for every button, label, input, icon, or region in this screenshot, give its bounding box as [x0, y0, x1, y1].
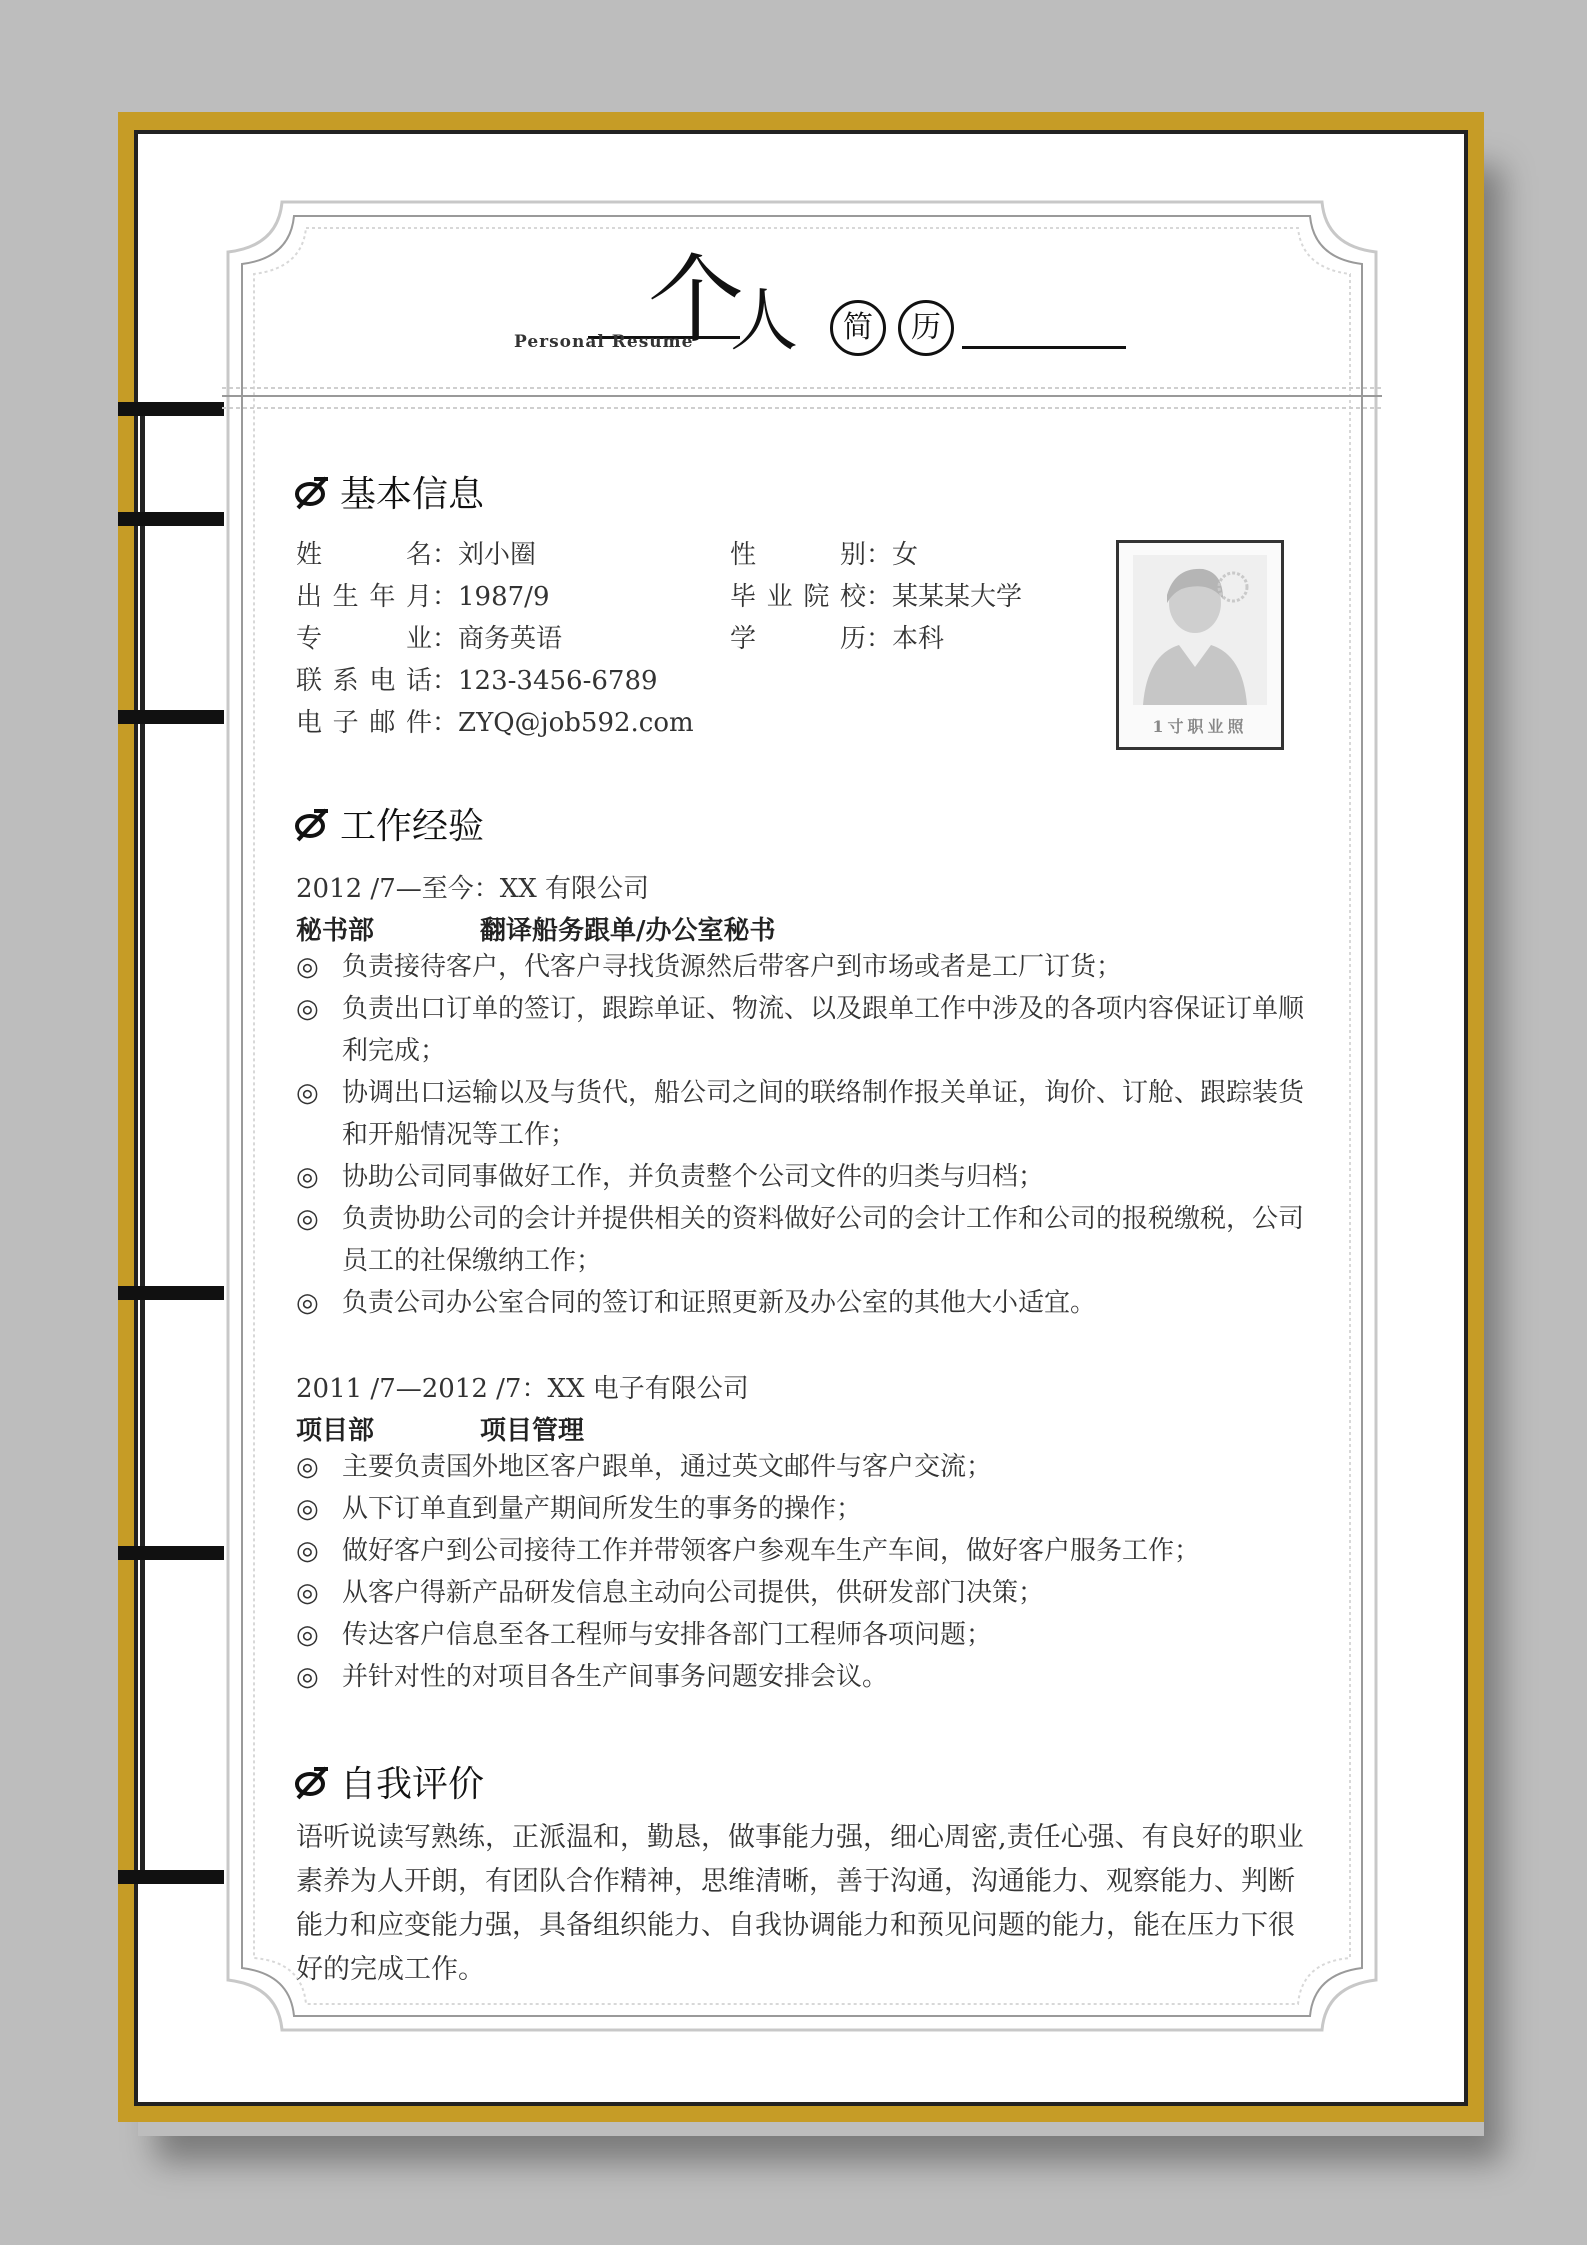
title-english: Personal Resume	[514, 332, 694, 352]
binding-stitch	[118, 402, 224, 416]
binding-stitch	[118, 1870, 224, 1884]
job-duty: ◎ 从客户得新产品研发信息主动向公司提供，供研发部门决策；	[296, 1578, 1045, 1608]
job-dept: 秘书部	[296, 916, 375, 946]
job-duty: ◎ 负责接待客户，代客户寻找货源然后带客户到市场或者是工厂订货；	[296, 952, 1123, 982]
info-phone: 联系电话：123-3456-6789	[296, 666, 658, 696]
job-period: 2011 /7—2012 /7：XX 电子有限公司	[296, 1374, 749, 1404]
binding-stitch	[118, 1546, 224, 1560]
section-self-eval	[292, 1756, 484, 1807]
binding-stitch	[118, 710, 224, 724]
info-school: 毕业院校：某某某大学	[730, 582, 1023, 612]
job-duty: ◎ 负责协助公司的会计并提供相关的资料做好公司的会计工作和公司的报税缴税，公司员工的社保缴纳工作；	[296, 1204, 1305, 1276]
job-duty: ◎ 传达客户信息至各工程师与安排各部门工程师各项问题；	[296, 1620, 993, 1650]
section-work-title: 工作经验	[340, 806, 485, 847]
job-duty: ◎ 协调出口运输以及与货代，船公司之间的联络制作报关单证，询价、订舱、跟踪装货和开船情况等工作；	[296, 1078, 1305, 1150]
job-duty: ◎ 并针对性的对项目各生产间事务问题安排会议。	[296, 1662, 889, 1692]
section-mark-icon	[292, 472, 332, 512]
photo-caption: 1寸职业照	[1152, 717, 1248, 736]
binding-stitch	[118, 512, 224, 526]
binding-line	[140, 408, 145, 1876]
photo-placeholder	[1116, 540, 1284, 750]
section-mark-icon	[292, 1762, 332, 1802]
section-basic-title: 基本信息	[340, 474, 485, 515]
job-duty: ◎ 协助公司同事做好工作，并负责整个公司文件的归类与归档；	[296, 1162, 1045, 1192]
info-gender: 性别：女	[730, 540, 919, 570]
info-email: 电子邮件：ZYQ@job592.com	[296, 708, 694, 738]
self-evaluation-text: 语听说读写熟练，正派温和，勤恳，做事能力强，细心周密,责任心强、有良好的职业素养为人开朗，有团队合作精神，思维清晰，善于沟通，沟通能力、观察能力、判断能力和应变能力强，具备组织能力、自我协调能力和预见问题的能力，能在压力下很好的完成工作。	[296, 1822, 1304, 1985]
job-dept: 项目部	[296, 1416, 375, 1446]
title-char-ren: 人	[730, 282, 799, 361]
title-circle-jian: 简	[830, 300, 886, 356]
avatar-icon	[1119, 543, 1281, 713]
info-birth: 出生年月：1987/9	[296, 582, 550, 612]
job-role: 翻译船务跟单/办公室秘书	[480, 916, 776, 946]
title-char-ge: 个	[648, 244, 744, 356]
job-duty: ◎ 主要负责国外地区客户跟单，通过英文邮件与客户交流；	[296, 1452, 993, 1482]
job-duty: ◎ 负责出口订单的签订，跟踪单证、物流、以及跟单工作中涉及的各项内容保证订单顺利完成；	[296, 994, 1305, 1066]
section-basic-info	[292, 466, 484, 517]
title-circle-li: 历	[898, 300, 954, 356]
title-rule-right	[962, 346, 1126, 349]
job-duty: ◎ 做好客户到公司接待工作并带领客户参观车生产车间，做好客户服务工作；	[296, 1536, 1201, 1566]
binding-stitch	[118, 1286, 224, 1300]
job-period: 2012 /7—至今：XX 有限公司	[296, 874, 650, 904]
section-work	[292, 798, 484, 849]
job-duty: ◎ 从下订单直到量产期间所发生的事务的操作；	[296, 1494, 863, 1524]
info-name: 姓名：刘小圈	[296, 540, 537, 570]
section-mark-icon	[292, 804, 332, 844]
info-degree: 学历：本科	[730, 624, 945, 654]
job-duty: ◎ 负责公司办公室合同的签订和证照更新及办公室的其他大小适宜。	[296, 1288, 1097, 1318]
job-role: 项目管理	[480, 1416, 585, 1446]
section-self-title: 自我评价	[340, 1764, 485, 1805]
resume-title	[500, 240, 1140, 370]
info-major: 专业：商务英语	[296, 624, 563, 654]
